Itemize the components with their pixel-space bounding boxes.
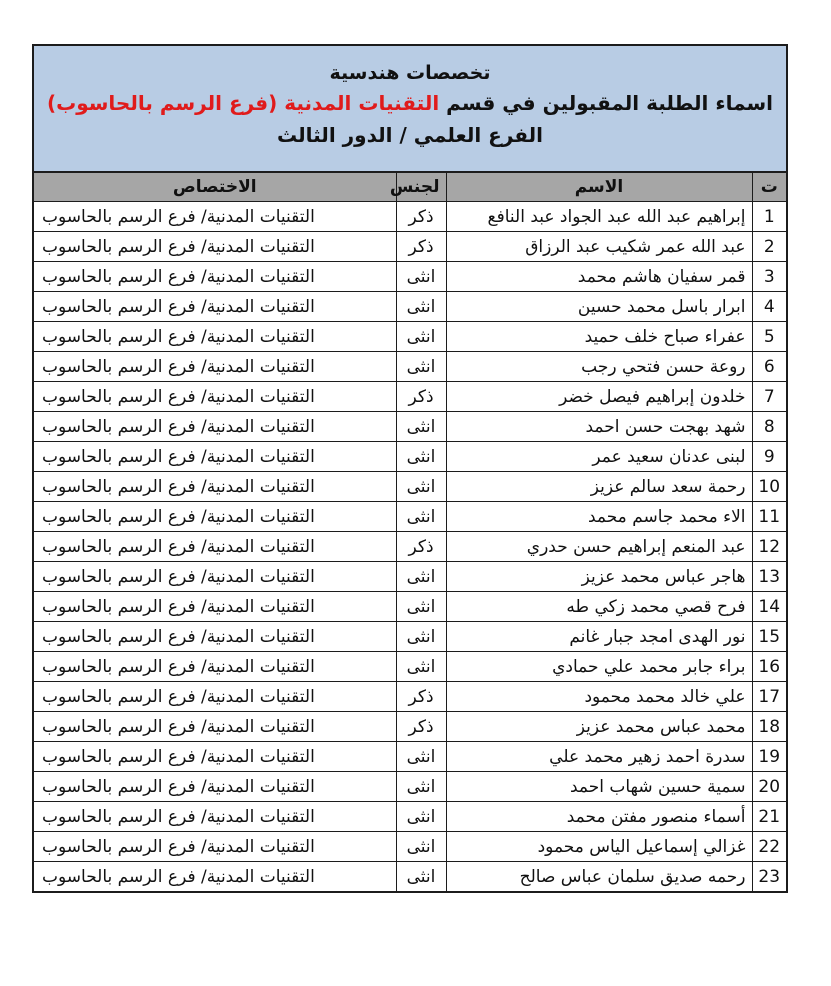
student-specialization: التقنيات المدنية/ فرع الرسم بالحاسوب	[34, 472, 396, 502]
row-number: 19	[752, 742, 786, 772]
table-header-row	[34, 173, 786, 202]
student-name: قمر سفيان هاشم محمد	[446, 262, 752, 292]
table-row	[34, 472, 786, 502]
student-name: عفراء صباح خلف حميد	[446, 322, 752, 352]
student-name: روعة حسن فتحي رجب	[446, 352, 752, 382]
student-name: محمد عباس محمد عزيز	[446, 712, 752, 742]
header-title: تخصصات هندسية	[329, 62, 491, 84]
table-row	[34, 502, 786, 532]
student-specialization: التقنيات المدنية/ فرع الرسم بالحاسوب	[34, 352, 396, 382]
table-row	[34, 592, 786, 622]
student-gender: انثى	[396, 262, 446, 292]
row-number: 3	[752, 262, 786, 292]
header-subtitle-prefix: اسماء الطلبة المقبولين في قسم	[439, 91, 774, 115]
table-row	[34, 712, 786, 742]
table-row	[34, 382, 786, 412]
student-specialization: التقنيات المدنية/ فرع الرسم بالحاسوب	[34, 832, 396, 862]
student-name: ابرار باسل محمد حسين	[446, 292, 752, 322]
student-specialization: التقنيات المدنية/ فرع الرسم بالحاسوب	[34, 622, 396, 652]
header-subtitle	[34, 86, 786, 120]
row-number: 12	[752, 532, 786, 562]
row-number: 23	[752, 862, 786, 892]
student-name: نور الهدى امجد جبار غانم	[446, 622, 752, 652]
student-name: عبد المنعم إبراهيم حسن حدري	[446, 532, 752, 562]
student-name: غزالي إسماعيل الياس محمود	[446, 832, 752, 862]
table-row	[34, 262, 786, 292]
student-gender: انثى	[396, 742, 446, 772]
student-specialization: التقنيات المدنية/ فرع الرسم بالحاسوب	[34, 322, 396, 352]
student-name: أسماء منصور مفتن محمد	[446, 802, 752, 832]
row-number: 22	[752, 832, 786, 862]
student-name: علي خالد محمد محمود	[446, 682, 752, 712]
student-gender: انثى	[396, 292, 446, 322]
student-specialization: التقنيات المدنية/ فرع الرسم بالحاسوب	[34, 232, 396, 262]
student-gender: انثى	[396, 472, 446, 502]
row-number: 9	[752, 442, 786, 472]
column-header-number: ت	[752, 173, 786, 202]
student-specialization: التقنيات المدنية/ فرع الرسم بالحاسوب	[34, 682, 396, 712]
row-number: 1	[752, 202, 786, 232]
table-body	[34, 202, 786, 892]
student-gender: انثى	[396, 862, 446, 892]
student-gender: ذكر	[396, 532, 446, 562]
student-gender: انثى	[396, 832, 446, 862]
student-specialization: التقنيات المدنية/ فرع الرسم بالحاسوب	[34, 292, 396, 322]
student-gender: انثى	[396, 442, 446, 472]
table-row	[34, 562, 786, 592]
table-row	[34, 772, 786, 802]
student-name: إبراهيم عبد الله عبد الجواد عبد النافع	[446, 202, 752, 232]
student-name: سمية حسين شهاب احمد	[446, 772, 752, 802]
student-name: سدرة احمد زهير محمد علي	[446, 742, 752, 772]
row-number: 18	[752, 712, 786, 742]
student-specialization: التقنيات المدنية/ فرع الرسم بالحاسوب	[34, 802, 396, 832]
accepted-students-sheet	[32, 44, 788, 893]
row-number: 14	[752, 592, 786, 622]
student-specialization: التقنيات المدنية/ فرع الرسم بالحاسوب	[34, 862, 396, 892]
student-name: خلدون إبراهيم فيصل خضر	[446, 382, 752, 412]
student-name: هاجر عباس محمد عزيز	[446, 562, 752, 592]
student-specialization: التقنيات المدنية/ فرع الرسم بالحاسوب	[34, 652, 396, 682]
student-specialization: التقنيات المدنية/ فرع الرسم بالحاسوب	[34, 742, 396, 772]
student-gender: ذكر	[396, 232, 446, 262]
student-gender: ذكر	[396, 202, 446, 232]
student-gender: ذكر	[396, 712, 446, 742]
table-row	[34, 232, 786, 262]
student-specialization: التقنيات المدنية/ فرع الرسم بالحاسوب	[34, 412, 396, 442]
student-gender: انثى	[396, 652, 446, 682]
student-gender: انثى	[396, 802, 446, 832]
student-name: فرح قصي محمد زكي طه	[446, 592, 752, 622]
student-name: رحمة سعد سالم عزيز	[446, 472, 752, 502]
table-row	[34, 202, 786, 232]
row-number: 15	[752, 622, 786, 652]
student-specialization: التقنيات المدنية/ فرع الرسم بالحاسوب	[34, 562, 396, 592]
sheet-header	[34, 46, 786, 173]
student-gender: انثى	[396, 622, 446, 652]
student-specialization: التقنيات المدنية/ فرع الرسم بالحاسوب	[34, 202, 396, 232]
row-number: 8	[752, 412, 786, 442]
students-table	[34, 173, 786, 891]
table-row	[34, 802, 786, 832]
row-number: 7	[752, 382, 786, 412]
column-header-name: الاسم	[446, 173, 752, 202]
table-row	[34, 412, 786, 442]
row-number: 2	[752, 232, 786, 262]
row-number: 17	[752, 682, 786, 712]
student-name: الاء محمد جاسم محمد	[446, 502, 752, 532]
column-header-specialization: الاختصاص	[34, 173, 396, 202]
table-row	[34, 292, 786, 322]
student-name: رحمه صديق سلمان عباس صالح	[446, 862, 752, 892]
table-row	[34, 832, 786, 862]
student-specialization: التقنيات المدنية/ فرع الرسم بالحاسوب	[34, 262, 396, 292]
student-specialization: التقنيات المدنية/ فرع الرسم بالحاسوب	[34, 712, 396, 742]
table-row	[34, 742, 786, 772]
student-specialization: التقنيات المدنية/ فرع الرسم بالحاسوب	[34, 442, 396, 472]
header-branch-round: الفرع العلمي / الدور الثالث	[276, 123, 544, 147]
row-number: 5	[752, 322, 786, 352]
table-row	[34, 862, 786, 892]
student-specialization: التقنيات المدنية/ فرع الرسم بالحاسوب	[34, 532, 396, 562]
table-row	[34, 532, 786, 562]
student-specialization: التقنيات المدنية/ فرع الرسم بالحاسوب	[34, 382, 396, 412]
student-specialization: التقنيات المدنية/ فرع الرسم بالحاسوب	[34, 772, 396, 802]
student-gender: ذكر	[396, 382, 446, 412]
row-number: 6	[752, 352, 786, 382]
row-number: 10	[752, 472, 786, 502]
row-number: 11	[752, 502, 786, 532]
row-number: 20	[752, 772, 786, 802]
student-name: عبد الله عمر شكيب عبد الرزاق	[446, 232, 752, 262]
student-name: شهد بهجت حسن احمد	[446, 412, 752, 442]
student-gender: ذكر	[396, 682, 446, 712]
header-subtitle-department: التقنيات المدنية (فرع الرسم بالحاسوب)	[46, 91, 440, 115]
table-row	[34, 682, 786, 712]
column-header-gender: لجنس	[396, 173, 446, 202]
student-gender: انثى	[396, 322, 446, 352]
table-row	[34, 442, 786, 472]
row-number: 16	[752, 652, 786, 682]
row-number: 21	[752, 802, 786, 832]
student-gender: انثى	[396, 502, 446, 532]
student-gender: انثى	[396, 412, 446, 442]
table-row	[34, 652, 786, 682]
student-specialization: التقنيات المدنية/ فرع الرسم بالحاسوب	[34, 502, 396, 532]
student-name: لبنى عدنان سعيد عمر	[446, 442, 752, 472]
table-row	[34, 622, 786, 652]
student-gender: انثى	[396, 772, 446, 802]
student-specialization: التقنيات المدنية/ فرع الرسم بالحاسوب	[34, 592, 396, 622]
student-gender: انثى	[396, 562, 446, 592]
table-row	[34, 352, 786, 382]
row-number: 4	[752, 292, 786, 322]
student-gender: انثى	[396, 352, 446, 382]
row-number: 13	[752, 562, 786, 592]
student-name: براء جابر محمد علي حمادي	[446, 652, 752, 682]
student-gender: انثى	[396, 592, 446, 622]
table-row	[34, 322, 786, 352]
